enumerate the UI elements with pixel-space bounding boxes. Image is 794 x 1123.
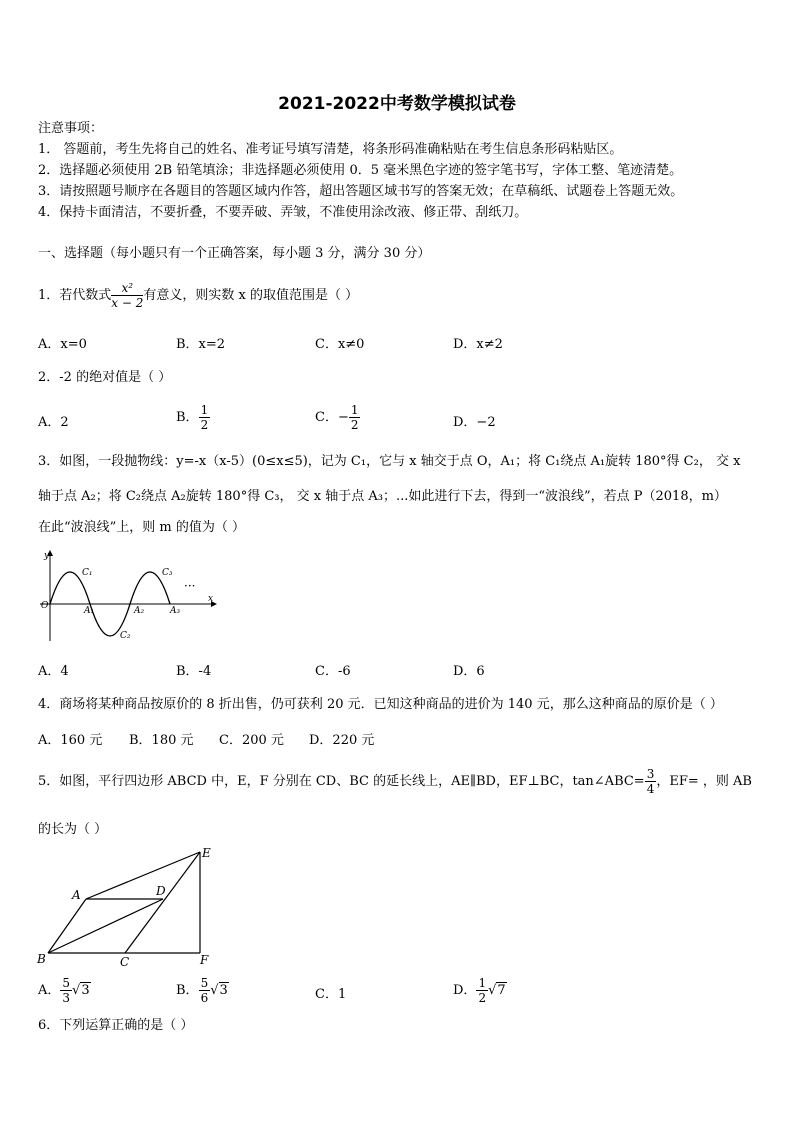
a1-label: A₁: [84, 606, 95, 616]
q1-option-c: C．x≠0: [315, 337, 365, 352]
q2-b-fraction: $\frac{1}{2}$: [200, 403, 209, 432]
notice-item-2: 2．选择题必须使用 2B 铅笔填涂；非选择题必须使用 0．5 毫米黑色字迹的签字笔书写，字体工整、笔迹清楚。: [38, 163, 683, 178]
q4-option-b: B．180 元: [129, 733, 194, 748]
question-2: 2．-2 的绝对值是（ ）: [38, 370, 172, 385]
x-label: x: [208, 594, 214, 604]
q2-option-c: C．− $\frac{1}{2}$: [315, 403, 359, 432]
question-1: [38, 278, 358, 314]
a2-label: A₂: [134, 606, 145, 616]
q2-c-fraction: $\frac{1}{2}$: [350, 403, 359, 432]
segment-ba: [48, 899, 86, 953]
q5-tan-fraction: $\frac{3}{4}$: [646, 767, 655, 796]
point-c: C: [120, 955, 130, 969]
q5-option-c: C．1: [315, 987, 347, 1002]
q2-option-b: B． $\frac{1}{2}$: [176, 403, 209, 432]
q1-option-a: A．x=0: [38, 337, 87, 352]
q3-option-c: C．-6: [315, 664, 351, 679]
q1-post: 有意义，则实数 x 的取值范围是（ ）: [143, 288, 359, 303]
point-e: E: [202, 846, 211, 860]
q3-option-d: D．6: [453, 664, 485, 679]
notice-item-1: 1． 答题前，考生先将自己的姓名、准考证号填写清楚，将条形码准确粘贴在考生信息条形码粘贴区。: [38, 142, 623, 157]
question-4: 4．商场将某种商品按原价的 8 折出售，仍可获利 20 元．已知这种商品的进价为 140 元，那么这种商品的原价是（ ）: [38, 697, 723, 712]
point-f: F: [200, 953, 209, 967]
c2-label: C₂: [120, 631, 131, 641]
q5-line-2: 的长为（ ）: [38, 822, 108, 837]
q5-option-a: A． $\frac{5}{3}$ √3: [38, 976, 90, 1005]
q1-option-b: B．x=2: [176, 337, 226, 352]
parallelogram-figure: [34, 842, 224, 972]
q3-line-2: 轴于点 A₂；将 C₂绕点 A₂旋转 180°得 C₃， 交 x 轴于点 A₃；...如此进行下去，得到一“波浪线”，若点 P（2018，m）: [38, 489, 727, 504]
q2-option-a: A．2: [38, 415, 69, 430]
q5-post: ，EF= ，则 AB: [656, 774, 752, 789]
a3-label: A₃: [170, 606, 181, 616]
question-6: 6．下列运算正确的是（ ）: [38, 1018, 194, 1033]
point-a: A: [72, 888, 81, 902]
exam-title: 2021-2022中考数学模拟试卷: [278, 94, 516, 114]
q2-option-d: D．−2: [453, 415, 496, 430]
q3-option-b: B．-4: [176, 664, 212, 679]
question-5: [38, 764, 752, 800]
q3-option-a: A．4: [38, 664, 69, 679]
y-label: y: [44, 551, 50, 561]
origin-label: O: [41, 601, 49, 611]
q1-pre: 1．若代数式: [38, 288, 112, 303]
point-d: D: [156, 884, 166, 898]
section-heading: 一、选择题（每小题只有一个正确答案，每小题 3 分，满分 30 分）: [38, 246, 431, 261]
notice-item-4: 4．保持卡面清洁，不要折叠，不要弄破、弄皱，不准使用涂改液、修正带、刮纸刀。: [38, 205, 528, 220]
continuation-dots: ···: [184, 579, 196, 593]
q3-line-3: 在此“波浪线”上，则 m 的值为（ ）: [38, 520, 246, 535]
point-b: B: [37, 952, 46, 966]
q5-pre: 5．如图，平行四边形 ABCD 中，E，F 分别在 CD、BC 的延长线上，AE∥BD，EF⊥BC，tan∠ABC=: [38, 774, 645, 789]
c1-label: C₁: [82, 568, 93, 578]
q1-fraction: $\frac{\text{x²}}{x - 2}$: [111, 281, 144, 310]
notice-heading: 注意事项：: [38, 121, 104, 136]
q5-option-d: D． $\frac{1}{2}$ √7: [453, 976, 506, 1005]
q4-option-c: C．200 元: [219, 733, 284, 748]
notice-item-3: 3．请按照题号顺序在各题目的答题区域内作答，超出答题区域书写的答案无效；在草稿纸、试题卷上答题无效。: [38, 184, 684, 199]
q1-option-d: D．x≠2: [453, 337, 503, 352]
q4-option-a: A．160 元: [38, 733, 103, 748]
q4-option-d: D．220 元: [309, 733, 375, 748]
q3-line-1: 3．如图，一段抛物线：y=-x（x-5）(0≤x≤5)，记为 C₁，它与 x 轴交于点 O，A₁；将 C₁绕点 A₁旋转 180°得 C₂， 交 x: [38, 454, 741, 469]
c3-label: C₃: [162, 568, 173, 578]
wave-figure: [36, 546, 226, 646]
q5-option-b: B． $\frac{5}{6}$ √3: [176, 976, 228, 1005]
